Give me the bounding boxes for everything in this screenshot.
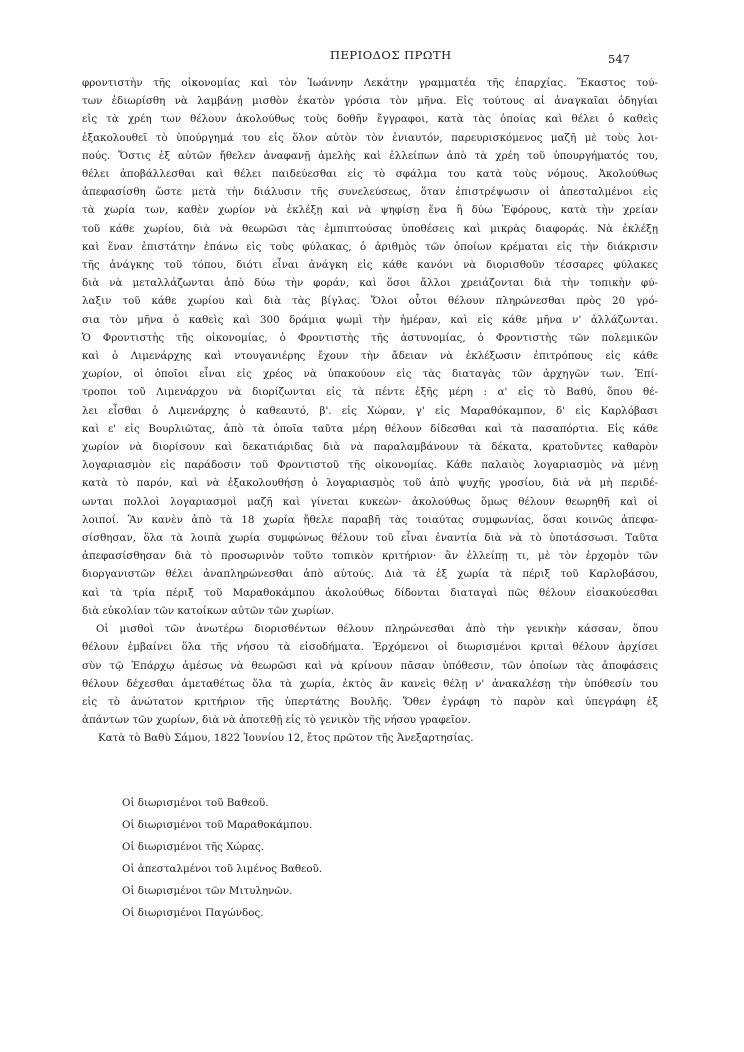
text-line: ἐξακολουθεῖ τὸ ὑπούργημά του εἰς ὅλον αὐτὸν τὸν ἐνιαυτόν, παρευρισκόμενος μαζῆ μὲ τοὺς λοι- — [82, 131, 658, 144]
text-line: τοῦ κάθε χωρίου, διὰ νὰ θεωρῶσι τὰς ἐμπιπτούσας ὑποθέσεις καὶ μικρὰς διαφοράς. Νὰ ἐκλέξῃ — [82, 222, 658, 235]
text-line: λαξιν τοῦ κάθε χωρίου καὶ διὰ τὰς βίγλας. Ὅλοι οὗτοι θέλουν πληρώνεσθαι πρὸς 20 γρό- — [82, 295, 658, 308]
text-line: καὶ ὁ Λιμενάρχης καὶ ντουγανιέρης ἔχουν τὴν ἄδειαν νὰ ἐκλέξωσιν ἐπιτρόπους εἰς κάθε — [82, 350, 658, 363]
text-line: θέλουν δέχεσθαι ἀμεταθέτως ὅλα τὰ χωρία, ἐκτὸς ἂν κανεὶς θέλῃ ν' ἀνακαλέσῃ τὴν ὑπόθεσίν του — [82, 677, 658, 690]
text-line: των ἐδιωρίσθη νὰ λαμβάνῃ μισθὸν ἑκατὸν γρόσια τὸν μῆνα. Εἰς τούτους αἱ ἀναγκαῖαι ὁδηγίαι — [82, 95, 658, 108]
text-line: σὺν τῷ Ἐπάρχῳ ἀμέσως νὰ θεωρῶσι καὶ νὰ κρίνουν πᾶσαν ὑπόθεσιν, τῶν ὁποίων τὰς ἀποφάσεις — [82, 659, 658, 672]
text-line: ἁπάντων τῶν χωρίων, διὰ νὰ ἀποτεθῇ εἰς τὸ γενικὸν τῆς νήσου γραφεῖον. — [82, 714, 471, 727]
text-line: πούς. Ὅστις ἐξ αὐτῶν ἤθελεν ἀναφανῇ ἀμελὴς καὶ ἐλλείπων ἀπὸ τὰ χρέη τοῦ ὑπουργήματός του, — [82, 149, 658, 162]
text-line: τῆς ἀνάγκης τοῦ τόπου, διότι εἶναι ἀνάγκη εἰς κάθε κανόνι νὰ διορισθοῦν τέσσαρες φύλακες — [82, 259, 658, 272]
text-line: εἰς τὸ ἀνώτατον κριτήριον τῆς ὑπερτάτης Βουλῆς. Ὅθεν ἐγράφη τὸ παρὸν καὶ ὑπεγράφη ἐξ — [82, 695, 658, 708]
text-line: ἀπεφασίσθη ὥστε μετὰ τὴν διάλυσιν τῆς συνελεύσεως, ὅταν ἐπιστρέψωσιν οἱ ἀπεσταλμένοι εἰς — [82, 186, 658, 199]
text-line: χωρίον, οἱ ὁποῖοι εἶναι εἰς χρέος νὰ ὑπακούουν εἰς τὰς διαταγὰς τῶν ἀρχηγῶν των. Ἐπί- — [82, 368, 658, 381]
text-line: διοργανιστῶν θέλει ἀναπληρώνεσθαι ἀπὸ αὐτούς. Διὰ τὰ ἑξ χωρία τὰ πέριξ τοῦ Καρλοβάσου, — [82, 568, 658, 581]
text-line: σίσθησαν, ὅλα τὰ λοιπὰ χωρία συμφώνως θέλουν τοῦ εἶναι ἐναντία διὰ νὰ τὸ ὑποτάσσωσι. Ταῦτα — [82, 532, 658, 545]
text-line: χωρίον νὰ διορίσουν καὶ δεκατιάριδας διὰ νὰ παραλαμβάνουν τὰ δέκατα, κρατοῦντες καθαρὸν — [82, 441, 658, 454]
dateline: Κατὰ τὸ Βαθὺ Σάμου, 1822 Ἰουνίου 12, ἔτος πρῶτον τῆς Ἀνεξαρτησίας. — [98, 732, 474, 745]
body-text — [82, 74, 658, 748]
text-line: λογαριασμὸν εἰς παράδοσιν τοῦ Φροντιστοῦ τῆς οἰκονομίας. Κάθε παλαιὸς λογαριασμὸς νὰ μένῃ — [82, 459, 658, 472]
text-line: κατὰ τὸ παρόν, καὶ νὰ ἐξακολουθήσῃ ὁ λογαριασμὸς τοῦ ἀπὸ ψυχῆς γροσίου, διὰ νὰ μὴ περιδέ- — [82, 477, 658, 490]
signatory: Οἱ ἀπεσταλμένοι τοῦ λιμένος Βαθεοῦ. — [122, 863, 323, 875]
text-line: Οἱ μισθοὶ τῶν ἀνωτέρω διορισθέντων θέλουν πληρώνεσθαι ἀπὸ τὴν γενικὴν κάσσαν, ὅπου — [96, 623, 658, 636]
text-line: λει εἶσθαι ὁ Λιμενάρχης ὁ καθεαυτό, β'. εἰς Χώραν, γ' εἰς Μαραθόκαμπον, δ' εἰς Καρλόβασι — [82, 404, 658, 417]
running-title: ΠΕΡΙΟΔΟΣ ΠΡΩΤΗ — [330, 48, 452, 62]
text-line: ωνται πολλοὶ λογαριασμοὶ μαζῆ καὶ γίνεται κυκεὼν· ἀκολούθως ὅμως θέλουν θεωρηθῆ καὶ οἱ — [82, 495, 658, 508]
text-line: καὶ τὰ τρία πέριξ τοῦ Μαραθοκάμπου ἀκολούθως δίδονται διαταγαὶ πῶς θέλουν εἰσακούεσθαι — [82, 586, 658, 599]
text-line: λοιποί. Ἂν κανὲν ἀπὸ τὰ 18 χωρία ἤθελε παραβῆ τὰς τοιαύτας συμφωνίας, ὅσαι κοινῶς ἀπεφα- — [82, 513, 658, 526]
text-line: θέλει ἀποβάλλεσθαι καὶ θέλει παιδεύεσθαι εἰς τὸ σφάλμα του κατὰ τοὺς νόμους. Ἀκολούθως — [82, 168, 658, 181]
signatory: Οἱ διωρισμένοι τοῦ Βαθεοῦ. — [122, 797, 269, 809]
text-line: θέλουν ἐμβαίνει ὅλα τῆς νήσου τὰ εἰσοδήματα. Ἐρχόμενοι οἱ διωρισμένοι κριταὶ θέλουν ἀρχίσει — [82, 641, 658, 654]
text-line: τὰ χωρία των, καθὲν χωρίον νὰ ἐκλέξῃ καὶ νὰ ψηφίσῃ ἕνα ἢ δύω Ἐφόρους, κατὰ τὴν χρείαν — [82, 204, 658, 217]
text-line: καὶ ἕναν ἐπιστάτην ἐπάνω εἰς τοὺς φύλακας, ὁ ἀριθμὸς τῶν ὁποίων κρέμαται εἰς τὴν διάκρισιν — [82, 240, 658, 253]
text-line: φροντιστὴν τῆς οἰκονομίας καὶ τὸν Ἰωάννην Λεκάτην γραμματέα τῆς ἐπαρχίας. Ἕκαστος τού- — [82, 77, 658, 89]
text-line: εἰς τὰ χρέη των θέλουν ἀκολούθως τοὺς δοθῆν ἔγγραφοι, κατὰ τὰς ὁποίας καὶ θέλει ὁ καθεὶς — [82, 113, 658, 126]
signatory: Οἱ διωρισμένοι τῶν Μιτυληνῶν. — [122, 885, 293, 897]
text-line: τροποι τοῦ Λιμενάρχου νὰ διορίζωνται εἰς τὰ πέντε ἑξῆς μέρη : α' εἰς τὸ Βαθύ, ὅπου θέ- — [82, 386, 658, 399]
signatory: Οἱ διωρισμένοι τῆς Χώρας. — [122, 841, 264, 853]
text-line: Ὁ Φροντιστὴς τῆς οἰκονομίας, ὁ Φροντιστὴς τῆς ἀστυνομίας, ὁ Φροντιστὴς τῶν πολεμικῶν — [82, 331, 658, 344]
text-line: ἀπεφασίσθησαν διὰ τὸ προσωρινὸν τοῦτο τοπικὸν κριτήριον· ἂν ἐλλείπῃ τι, μὲ τὸν ἐρχομὸν τῶν — [82, 550, 658, 563]
page-number: 547 — [608, 52, 630, 66]
signatory: Οἱ διωρισμένοι Παγώνδος. — [122, 907, 264, 919]
text-line: διὰ νὰ μεταλλάζωνται ἀπὸ δύω τὴν φοράν, καὶ ὅσοι ἄλλοι χρειάζονται διὰ τὴν τοπικὴν φύ- — [82, 277, 658, 290]
signatories-list — [122, 792, 322, 924]
text-line: καὶ ε' εἰς Βουρλιῶτας, ἀπὸ τὰ ὁποῖα ταῦτα μέρη θέλουν δίδεσθαι καὶ τὰ πασαπόρτια. Εἰς κάθε — [82, 422, 658, 435]
signatory: Οἱ διωρισμένοι τοῦ Μαραθοκάμπου. — [122, 819, 313, 831]
text-line: διὰ εὐκολίαν τῶν κατοίκων αὐτῶν τῶν χωρίων. — [82, 604, 335, 617]
text-line: σια τὸν μῆνα ὁ καθεὶς καὶ 300 δράμια ψωμὶ τὴν ἡμέραν, καὶ εἰς κάθε μῆνα ν' ἀλλάζωνται. — [82, 313, 658, 326]
